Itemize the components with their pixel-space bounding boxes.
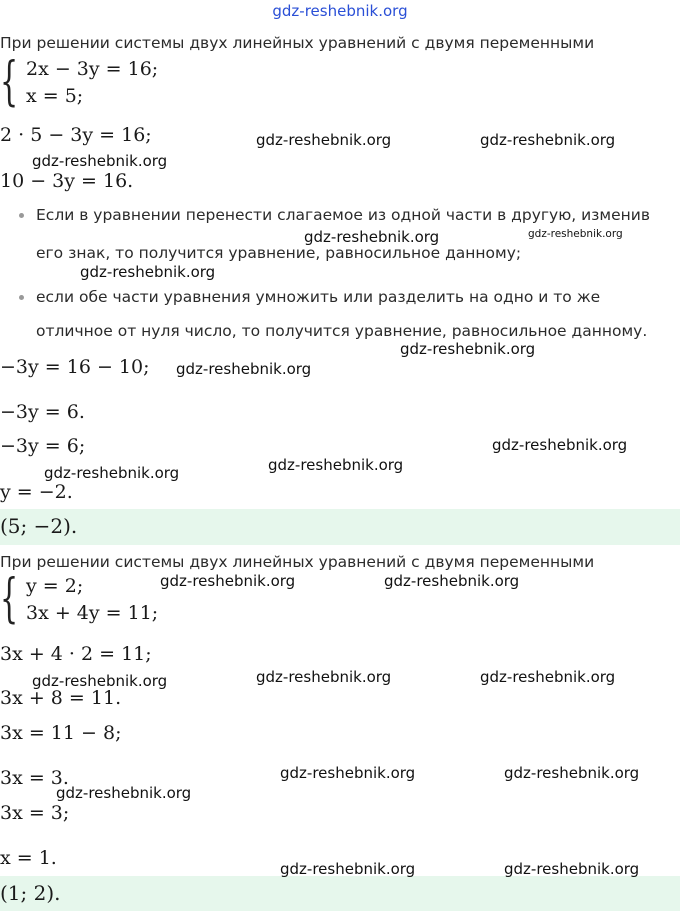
rule-text: если обе части уравнения умножить или разделить на одно и то же [36,288,601,306]
watermark: gdz-reshebnik.org [32,672,168,690]
watermark: gdz-reshebnik.org [256,668,392,686]
solution-step: y = −2. [0,481,73,503]
system-equation: 3x + 4y = 11; [26,602,159,624]
system-equation: x = 5; [26,85,84,107]
watermark: gdz-reshebnik.org [268,456,404,474]
solution-step: −3y = 6; [0,435,86,457]
watermark: gdz-reshebnik.org [480,131,616,149]
watermark: gdz-reshebnik.org [44,464,180,482]
solution-step: x = 1. [0,847,57,869]
bullet-icon [19,295,24,300]
watermark: gdz-reshebnik.org [384,572,520,590]
watermark: gdz-reshebnik.org [176,360,312,378]
solution-step: 3x + 4 · 2 = 11; [0,643,152,665]
answer-box [0,509,680,545]
answer-text: (1; 2). [0,881,61,905]
system-equation: y = 2; [26,575,84,597]
watermark: gdz-reshebnik.org [492,436,628,454]
watermark: gdz-reshebnik.org [80,263,216,281]
solution-step: −3y = 6. [0,401,85,423]
watermark: gdz-reshebnik.org [304,228,440,246]
bullet-icon [19,213,24,218]
rule-text: отличное от нуля число, то получится уравнение, равносильное данному. [36,322,648,340]
system-equation: 2x − 3y = 16; [26,58,159,80]
watermark: gdz-reshebnik.org [528,228,623,240]
watermark: gdz-reshebnik.org [56,784,192,802]
solution-step: 3x + 8 = 11. [0,687,122,709]
watermark: gdz-reshebnik.org [160,572,296,590]
watermark: gdz-reshebnik.org [32,152,168,170]
watermark: gdz-reshebnik.org [280,860,416,878]
solution-step: 3x = 3. [0,767,69,789]
rule-text: Если в уравнении перенести слагаемое из одной части в другую, изменив [36,206,650,224]
intro-text: При решении системы двух линейных уравнений с двумя переменными [0,34,595,52]
curly-brace-icon: { [0,569,19,629]
intro-text: При решении системы двух линейных уравнений с двумя переменными [0,553,595,571]
watermark: gdz-reshebnik.org [280,764,416,782]
solution-step: 3x = 3; [0,802,70,824]
watermark: gdz-reshebnik.org [504,764,640,782]
solution-step: 2 · 5 − 3y = 16; [0,124,152,146]
solution-step: −3y = 16 − 10; [0,356,150,378]
curly-brace-icon: { [0,52,19,112]
answer-text: (5; −2). [0,514,78,538]
watermark: gdz-reshebnik.org [256,131,392,149]
solution-step: 10 − 3y = 16. [0,170,134,192]
site-title: gdz-reshebnik.org [272,2,408,20]
solution-step: 3x = 11 − 8; [0,722,122,744]
watermark: gdz-reshebnik.org [504,860,640,878]
rule-text: его знак, то получится уравнение, равносильное данному; [36,244,522,262]
watermark: gdz-reshebnik.org [480,668,616,686]
watermark: gdz-reshebnik.org [400,340,536,358]
answer-box [0,876,680,911]
